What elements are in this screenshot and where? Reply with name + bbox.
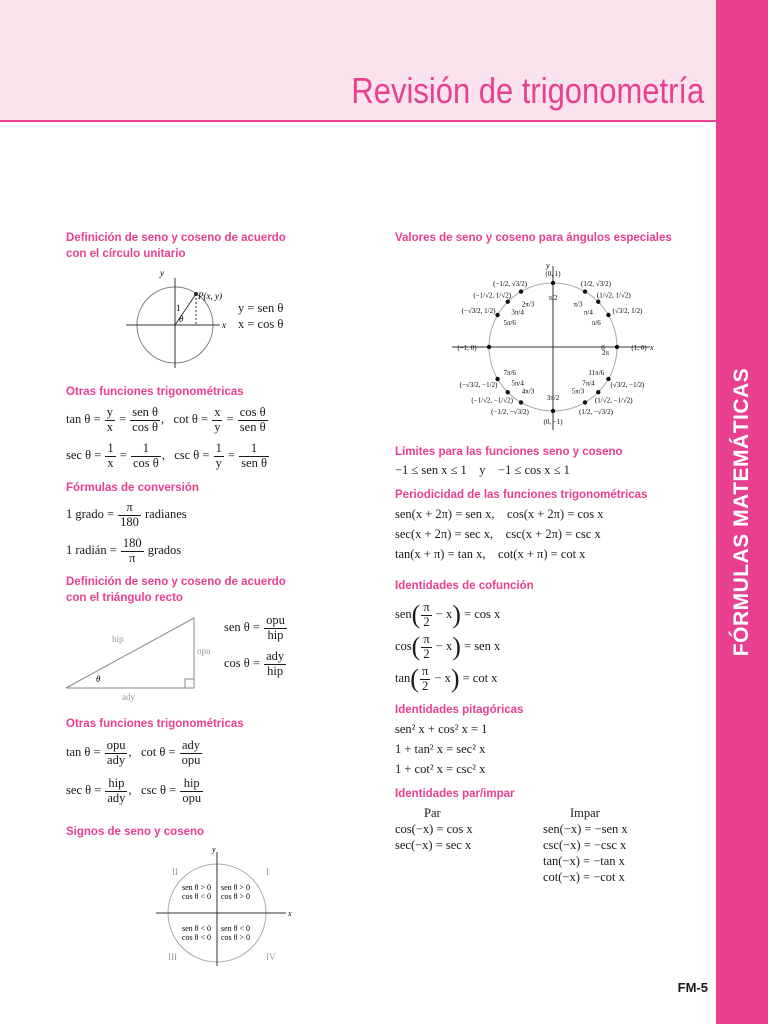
angle-coord-label: (0, 1): [545, 270, 561, 278]
angle-label: 11π/6: [588, 369, 605, 377]
signs-y-label: y: [212, 845, 216, 854]
angle-coord-label: (√3/2, −1/2): [610, 381, 645, 389]
sec-csc-line: sec θ = $\frac{1}{x}$ = $\frac{1}{\text{cos θ}}$ , csc θ = $\frac{1}{y}$ = $\frac{1}{\text{sen θ}}$: [66, 440, 267, 470]
special-angles-diagram: [450, 258, 660, 432]
radius-one: 1: [176, 303, 181, 313]
angle-label: π/4: [583, 308, 593, 317]
header-band: [0, 0, 716, 122]
parity-odd-3: tan(−x) = −tan x: [543, 854, 625, 868]
opu-label: opu: [197, 646, 211, 656]
angle-point: [596, 300, 600, 304]
label-2pi: 2π: [602, 349, 610, 357]
special-x-label: x: [650, 343, 654, 352]
angle-coord-label: (−√3/2, 1/2): [461, 307, 496, 315]
angle-point: [506, 300, 510, 304]
periodicity-line-1: sen(x + 2π) = sen x, cos(x + 2π) = cos x: [395, 507, 604, 521]
angle-coord-label: (√3/2, 1/2): [612, 307, 643, 315]
parity-odd-header: Impar: [570, 806, 600, 820]
angle-label: π/2: [548, 294, 558, 302]
cofunction-row-tan: tan( $\frac{\pi}{2}$ − x) = cot x: [395, 663, 498, 694]
point-label: P(x, y): [198, 291, 222, 301]
angle-label: 2π/3: [521, 300, 535, 309]
angle-point: [519, 400, 523, 404]
angle-coord-label: (−1/√2, −1/√2): [471, 396, 514, 405]
parity-odd-2: csc(−x) = −csc x: [543, 838, 627, 852]
angle-point: [606, 313, 610, 317]
angle-coord-label: (1/2, √3/2): [581, 279, 611, 288]
angle-label: 7π/6: [503, 369, 516, 377]
conversion-line-2: 1 radián = $\frac{180}{\pi}$ grados: [66, 535, 182, 565]
triangle-theta: θ: [96, 674, 101, 684]
quadrant-i-label: I: [266, 867, 269, 877]
angle-label: 3π/4: [511, 308, 524, 317]
angle-point: [519, 289, 523, 293]
parity-even-header: Par: [424, 806, 441, 820]
angle-point: [495, 313, 499, 317]
y-label: y: [160, 268, 164, 278]
cofunction-row-sen: sen( $\frac{\pi}{2}$ − x) = cos x: [395, 599, 501, 630]
parity-even-2: sec(−x) = sec x: [395, 838, 472, 852]
q2-cos: cos θ < 0: [182, 892, 212, 901]
angle-coord-label: (1/√2, −1/√2): [594, 396, 633, 405]
x-label: x: [222, 320, 226, 330]
periodicity-line-2: sec(x + 2π) = sec x, csc(x + 2π) = csc x: [395, 527, 601, 541]
quadrant-iv-label: IV: [266, 952, 276, 962]
angle-point: [506, 390, 510, 394]
tan-cot-line-2: tan θ = $\frac{\text{opu}}{\text{ady}}$ , cot θ = $\frac{\text{ady}}{\text{opu}}$: [66, 737, 201, 767]
theta-label: θ: [179, 314, 184, 324]
angle-point: [551, 281, 555, 285]
page-number: FM-5: [677, 980, 708, 995]
angle-coord-label: (1/√2, 1/√2): [596, 291, 631, 300]
signs-x-label: x: [288, 909, 292, 918]
conversion-line-1: 1 grado = $\frac{\pi}{180}$ radianes: [66, 499, 187, 529]
uc-eq-2: x = cos θ: [238, 317, 284, 331]
angle-coord-label: (−1/2, −√3/2): [491, 408, 529, 417]
pythagorean-line-3: 1 + cot² x = csc² x: [395, 762, 486, 776]
tri-sen-line: sen θ = $\frac{\text{opu}}{\text{hip}}$: [224, 612, 285, 642]
angle-label: π/6: [591, 319, 601, 327]
angle-coord-label: (−1/2, √3/2): [493, 279, 527, 288]
angle-coord-label: (−1/√2, 1/√2): [473, 291, 512, 300]
triangle: [66, 618, 194, 688]
angle-point: [596, 390, 600, 394]
page-title: Revisión de trigonometría: [351, 70, 704, 111]
angle-label: 5π/3: [571, 387, 585, 396]
q2-sen: sen θ > 0: [182, 883, 212, 892]
tri-cos-line: cos θ = $\frac{\text{ady}}{\text{hip}}$: [224, 648, 285, 678]
cofunction-heading: Identidades de cofunción: [395, 580, 534, 592]
angle-point: [487, 345, 491, 349]
angle-point: [583, 289, 587, 293]
angle-label: 3π/2: [546, 394, 560, 402]
triangle-heading: Definición de seno y coseno de acuerdo con el triángulo recto: [66, 576, 286, 604]
quadrant-ii-label: II: [172, 867, 178, 877]
parity-odd-1: sen(−x) = −sen x: [543, 822, 628, 836]
special-y-label: y: [546, 261, 550, 270]
angle-coord-label: (−√3/2, −1/2): [459, 381, 498, 389]
hip-label: hip: [112, 634, 124, 644]
right-angle-mark: [185, 679, 194, 688]
angle-coord-label: (−1, 0): [457, 344, 477, 352]
angle-label: 4π/3: [521, 387, 535, 396]
angle-label: 7π/4: [582, 379, 595, 388]
angle-point: [615, 345, 619, 349]
q4-sen: sen θ < 0: [221, 924, 251, 933]
right-triangle-diagram: [60, 610, 220, 702]
parity-odd-4: cot(−x) = −cot x: [543, 870, 625, 884]
angle-coord-label: (0, −1): [543, 418, 563, 426]
side-tab: [716, 0, 768, 1024]
parity-heading: Identidades par/impar: [395, 788, 515, 800]
q4-cos: cos θ > 0: [221, 933, 251, 942]
angle-label: 5π/6: [503, 319, 516, 327]
other-functions2-heading: Otras funciones trigonométricas: [66, 718, 244, 730]
angle-point: [583, 400, 587, 404]
periodicity-line-3: tan(x + π) = tan x, cot(x + π) = cot x: [395, 547, 586, 561]
angle-coord-label: (1/2, −√3/2): [579, 408, 613, 417]
tan-cot-line: tan θ = $\frac{y}{x}$ = $\frac{\text{sen θ}}{\text{cos θ}}$ , cot θ = $\frac{x}{y}$ = $\frac{\text{cos θ}}{\text{sen θ}}$: [66, 404, 266, 434]
unit-circle-heading: Definición de seno y coseno de acuerdo con el círculo unitario: [66, 232, 286, 260]
pythagorean-line-1: sen² x + cos² x = 1: [395, 722, 488, 736]
angle-label: π/3: [573, 300, 583, 309]
angle-label: 0: [601, 344, 605, 352]
q1-sen: sen θ > 0: [221, 883, 251, 892]
side-tab-label: FÓRMULAS MATEMÁTICAS: [730, 367, 753, 657]
conversion-heading: Fórmulas de conversión: [66, 482, 199, 494]
pythagorean-heading: Identidades pitagóricas: [395, 704, 524, 716]
quadrant-iii-label: III: [168, 952, 177, 962]
signs-heading: Signos de seno y coseno: [66, 826, 205, 838]
ady-label: ady: [122, 692, 135, 702]
angle-point: [551, 409, 555, 413]
q1-cos: cos θ > 0: [221, 892, 251, 901]
q3-sen: sen θ < 0: [182, 924, 212, 933]
limits-heading: Límites para las funciones seno y coseno: [395, 446, 623, 458]
angle-coord-label: (1, 0): [631, 344, 647, 352]
unit-circle-diagram: [120, 268, 240, 368]
q3-cos: cos θ < 0: [182, 933, 212, 942]
cofunction-row-cos: cos( $\frac{\pi}{2}$ − x) = sen x: [395, 631, 501, 662]
periodicity-heading: Periodicidad de las funciones trigonométricas: [395, 489, 648, 501]
uc-eq-1: y = sen θ: [238, 301, 284, 315]
limits-line: −1 ≤ sen x ≤ 1 y −1 ≤ cos x ≤ 1: [395, 463, 570, 477]
angle-label: 5π/4: [511, 379, 524, 388]
other-functions-heading: Otras funciones trigonométricas: [66, 386, 244, 398]
pythagorean-line-2: 1 + tan² x = sec² x: [395, 742, 486, 756]
signs-diagram: [150, 844, 300, 968]
special-angles-heading: Valores de seno y coseno para ángulos especiales: [395, 232, 672, 244]
sec-csc-line-2: sec θ = $\frac{\text{hip}}{\text{ady}}$ , csc θ = $\frac{\text{hip}}{\text{opu}}$: [66, 775, 202, 805]
parity-even-1: cos(−x) = cos x: [395, 822, 473, 836]
